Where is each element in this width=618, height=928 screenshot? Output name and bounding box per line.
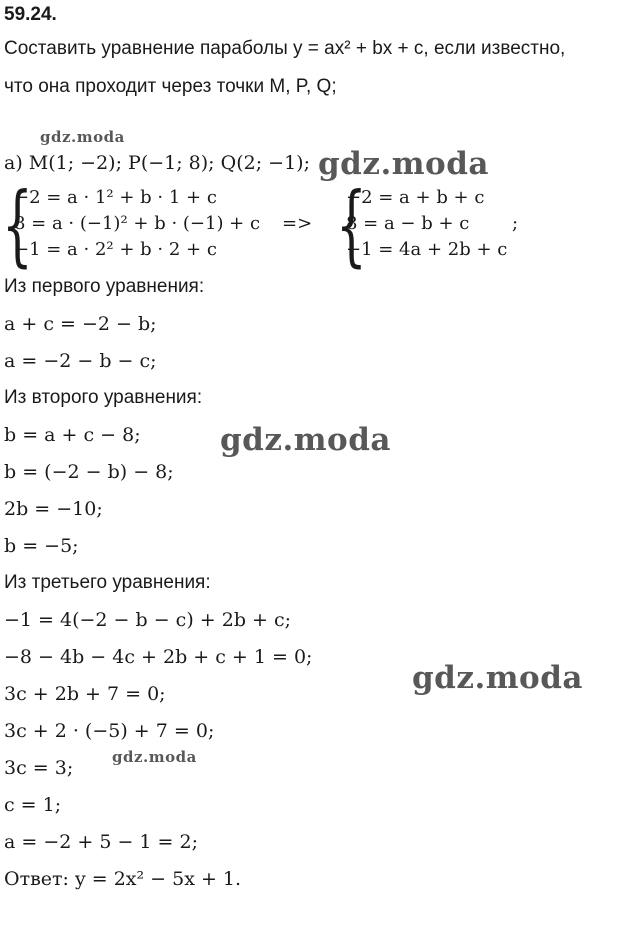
watermark: gdz.moda <box>412 660 583 696</box>
watermark: gdz.moda <box>220 422 391 458</box>
implies-arrow: => <box>282 213 313 234</box>
step-heading-1: Из первого уравнения: <box>4 276 205 297</box>
system-right-eq-1: −2 = a + b + c <box>346 187 485 208</box>
system-left-eq-1: −2 = a · 1² + b · 1 + c <box>14 187 217 208</box>
step-line: 3c = 3; <box>4 757 74 779</box>
watermark: gdz.moda <box>40 128 125 146</box>
step-line: b = (−2 − b) − 8; <box>4 461 174 483</box>
watermark: gdz.moda <box>318 146 489 182</box>
answer-line: Ответ: y = 2x² − 5x + 1. <box>4 868 242 890</box>
problem-number: 59.24. <box>4 4 57 25</box>
system-left-eq-3: −1 = a · 2² + b · 2 + c <box>14 239 217 260</box>
problem-statement-line-1: Составить уравнение параболы y = ax² + bx + c, если известно, <box>4 38 566 59</box>
step-heading-2: Из второго уравнения: <box>4 387 203 408</box>
step-line: a = −2 + 5 − 1 = 2; <box>4 831 198 853</box>
watermark: gdz.moda <box>112 748 197 766</box>
step-line: b = −5; <box>4 535 79 557</box>
part-a-label: а) M(1; −2); P(−1; 8); Q(2; −1); <box>4 152 310 174</box>
step-line: −8 − 4b − 4c + 2b + c + 1 = 0; <box>4 646 313 668</box>
step-line: 3c + 2b + 7 = 0; <box>4 683 166 705</box>
system-left-brace: { <box>2 173 33 276</box>
step-line: a = −2 − b − c; <box>4 350 157 372</box>
system-right-tail: ; <box>512 213 519 234</box>
step-line: c = 1; <box>4 794 62 816</box>
system-right-eq-2: 8 = a − b + c <box>346 213 470 234</box>
problem-statement-line-2: что она проходит через точки M, P, Q; <box>4 76 337 97</box>
system-right-brace: { <box>336 173 367 276</box>
step-heading-3: Из третьего уравнения: <box>4 572 211 593</box>
step-line: −1 = 4(−2 − b − c) + 2b + c; <box>4 609 292 631</box>
step-line: 3c + 2 · (−5) + 7 = 0; <box>4 720 215 742</box>
step-line: 2b = −10; <box>4 498 103 520</box>
system-right-eq-3: −1 = 4a + 2b + c <box>346 239 508 260</box>
step-line: b = a + c − 8; <box>4 424 141 446</box>
step-line: a + c = −2 − b; <box>4 313 157 335</box>
system-left-eq-2: 8 = a · (−1)² + b · (−1) + c <box>14 213 261 234</box>
